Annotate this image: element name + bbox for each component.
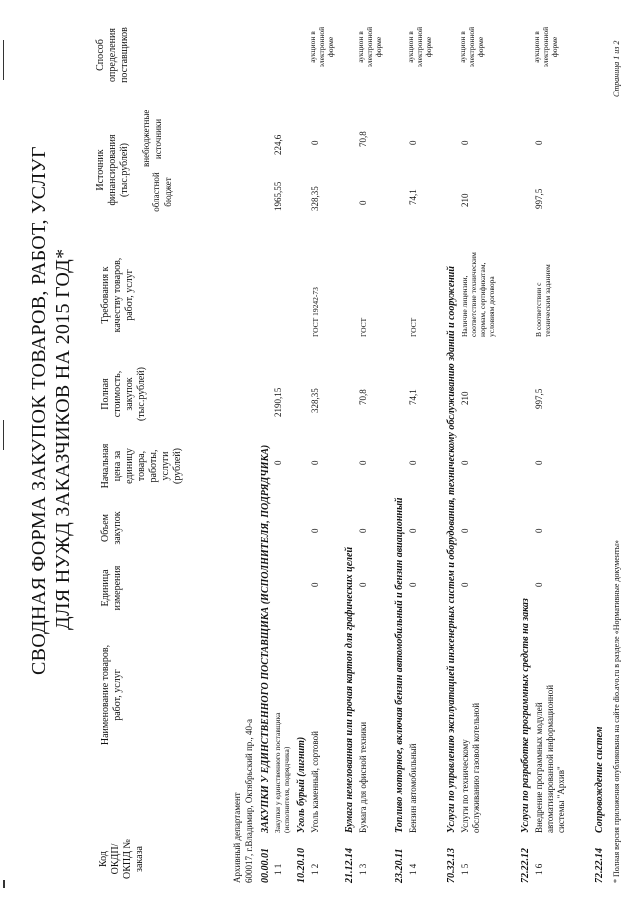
row-extra: 0 bbox=[310, 140, 320, 145]
row-number: 1 3 bbox=[358, 863, 368, 875]
row-name: Услуги по техническому обслуживанию газовой котельной bbox=[460, 702, 481, 833]
section-title: Сопровождение систем bbox=[594, 726, 605, 833]
row-number: 1 1 bbox=[273, 863, 283, 875]
row-unit: 0 bbox=[358, 582, 368, 587]
row-price: 0 bbox=[273, 460, 283, 465]
section-code: 72.22.14 bbox=[594, 848, 605, 883]
row-method: аукцион в электронной форме bbox=[458, 26, 485, 68]
row-number: 1 2 bbox=[310, 863, 320, 875]
section-title: Услуги по разработке программных средств на заказ bbox=[520, 598, 531, 833]
header-requirements: Требования к качеству товаров, работ, услуг bbox=[100, 257, 135, 333]
row-extra: 0 bbox=[408, 140, 418, 145]
row-method: аукцион в электронной форме bbox=[356, 26, 383, 68]
header-source: Источник финансирования (тыс.рублей) bbox=[95, 134, 130, 206]
row-total: 70,8 bbox=[358, 389, 368, 405]
row-extra: 0 bbox=[460, 140, 470, 145]
header-source-extra: внебюджетные источники bbox=[141, 109, 163, 167]
section-title: ЗАКУПКИ У ЕДИНСТВЕННОГО ПОСТАВЩИКА (ИСПОЛНИТЕЛЯ, ПОДРЯДЧИКА) bbox=[260, 444, 271, 833]
row-unit: 0 bbox=[460, 582, 470, 587]
row-total: 74,1 bbox=[408, 389, 418, 405]
section-code: 72.22.12 bbox=[520, 848, 531, 883]
row-total: 328,35 bbox=[310, 388, 320, 413]
row-regional: 0 bbox=[358, 200, 368, 205]
row-number: 1 5 bbox=[460, 863, 470, 875]
row-number: 1 6 bbox=[534, 863, 544, 875]
row-price: 0 bbox=[408, 460, 418, 465]
footnote: * Полная версия приложения опубликована на сайте dio.avo.ru в разделе «Нормативные документы» bbox=[612, 540, 621, 883]
row-regional: 210 bbox=[460, 193, 470, 207]
customer-address: 600017, г.Владимир, Октябрьский пр., 40-а bbox=[244, 718, 254, 883]
section-code: 21.12.14 bbox=[344, 848, 355, 883]
section-title: Топливо моторное, включая бензин автомобильный и бензин авиационный bbox=[394, 497, 405, 833]
row-method: аукцион в электронной форме bbox=[308, 26, 335, 68]
row-price: 0 bbox=[460, 460, 470, 465]
row-name: Закупки у единственного поставщика (исполнителя, подрядчика) bbox=[273, 712, 291, 833]
row-volume: 0 bbox=[358, 528, 368, 533]
header-code: Код ОКДП/ ОКПД № заказа bbox=[98, 839, 145, 879]
row-method: аукцион в электронной форме bbox=[406, 26, 433, 68]
row-requirements: ГОСТ 19242-73 bbox=[311, 287, 320, 337]
row-method: аукцион в электронной форме bbox=[532, 26, 559, 68]
row-requirements: ГОСТ bbox=[359, 317, 368, 337]
header-price: Начальная цена за единицу товара, работы, услуги (рублей) bbox=[100, 443, 183, 489]
section-code: 23.20.11 bbox=[394, 848, 405, 883]
header-source-regional: областной бюджет bbox=[151, 172, 173, 212]
row-requirements: В соответствии с техническим заданием bbox=[534, 264, 552, 337]
row-unit: 0 bbox=[534, 582, 544, 587]
row-volume: 0 bbox=[310, 528, 320, 533]
section-code: 00.00.01 bbox=[260, 848, 271, 883]
row-regional: 328,35 bbox=[310, 186, 320, 211]
section-code: 10.20.10 bbox=[296, 848, 307, 883]
header-name: Наименование товаров, работ, услуг bbox=[100, 644, 123, 746]
form-title-line-2: ДЛЯ НУЖД ЗАКАЗЧИКОВ НА 2015 ГОД* bbox=[52, 248, 74, 630]
header-total: Полная стоимость, закупок (тыс.рублей) bbox=[100, 366, 147, 422]
row-volume: 0 bbox=[460, 528, 470, 533]
row-unit: 0 bbox=[310, 582, 320, 587]
row-volume: 0 bbox=[408, 528, 418, 533]
row-price: 0 bbox=[358, 460, 368, 465]
row-number: 1 4 bbox=[408, 863, 418, 875]
row-extra: 0 bbox=[534, 140, 544, 145]
section-title: Уголь бурый (лигнит) bbox=[296, 736, 307, 833]
row-extra: 70,8 bbox=[358, 131, 368, 147]
row-extra: 224,6 bbox=[273, 134, 283, 155]
row-regional: 1965,55 bbox=[273, 181, 283, 211]
row-name: Уголь каменный, сортовой bbox=[310, 731, 320, 833]
header-method: Способ определения поставщиков bbox=[95, 27, 130, 83]
row-name: Бензин автомобильный bbox=[408, 743, 418, 833]
form-title-line-1: СВОДНАЯ ФОРМА ЗАКУПОК ТОВАРОВ, РАБОТ, УСЛУГ bbox=[28, 146, 50, 675]
customer-name: Архивный департамент bbox=[232, 792, 242, 883]
row-total: 210 bbox=[460, 391, 470, 405]
section-code: 70.32.13 bbox=[446, 848, 457, 883]
row-total: 997,5 bbox=[534, 388, 544, 409]
row-volume: 0 bbox=[534, 528, 544, 533]
page-label: Страница 1 из 2 bbox=[612, 40, 621, 97]
row-regional: 74,1 bbox=[408, 189, 418, 205]
header-volume: Объем закупок bbox=[100, 511, 123, 545]
section-title: Услуги по управлению эксплуатацией инженерных систем и оборудования, техническому обслуживанию зданий и сооружений bbox=[446, 266, 457, 833]
row-requirements: Наличие лицензии, соответствие техническим нормам, сертификатам, условиям договора bbox=[460, 252, 496, 337]
section-title: Бумага немелованная или прочая картон для графических целей bbox=[344, 546, 355, 833]
row-name: Внедрение программных модулей автоматизированной информационной системы "Архив" bbox=[534, 684, 566, 833]
header-unit: Единица измерения bbox=[100, 565, 123, 611]
row-regional: 997,5 bbox=[534, 188, 544, 209]
row-total: 2190,15 bbox=[273, 387, 283, 417]
row-price: 0 bbox=[534, 460, 544, 465]
row-price: 0 bbox=[310, 460, 320, 465]
row-requirements: ГОСТ bbox=[409, 317, 418, 337]
row-name: Бумага для офисной техники bbox=[358, 721, 368, 833]
row-unit: 0 bbox=[408, 582, 418, 587]
